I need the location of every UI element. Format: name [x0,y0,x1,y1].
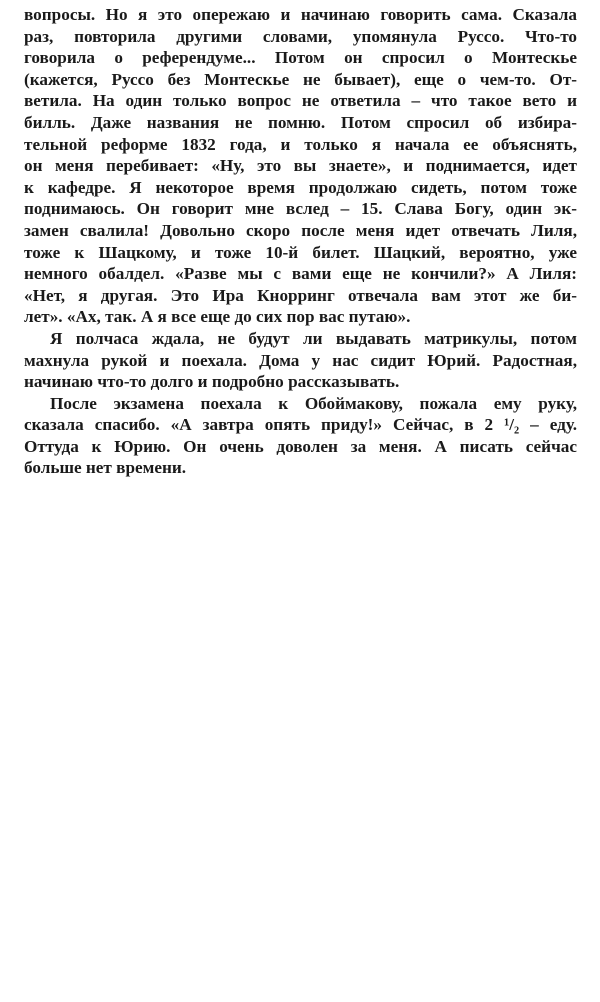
text-line: (кажется, Руссо без Монтескье не бывает), еще о чем-то. От- [24,69,577,89]
text-line: Я полчаса ждала, не будут ли выдавать матрикулы, потом [50,328,577,348]
document-page [24,4,577,479]
text-line: вопросы. Но я это опережаю и начинаю говорить сама. Сказала [24,5,577,24]
text-line: билль. Даже названия не помню. Потом спросил об избира- [24,112,577,132]
text-line: тоже к Шацкому, и тоже 10-й билет. Шацкий, вероятно, уже [24,242,577,262]
text-line: раз, повторила другими словами, упомянула Руссо. Что-то [24,26,577,46]
text-line: лет». «Ах, так. А я все еще до сих пор вас путаю». [24,307,411,327]
paragraph [24,328,577,393]
paragraph [24,393,577,479]
text-line: он меня перебивает: «Ну, это вы знаете», и поднимается, идет [24,156,577,176]
text-line: начинаю что-то долго и подробно рассказывать. [24,372,400,392]
text-line: к кафедре. Я некоторое время продолжаю сидеть, потом тоже [24,177,577,197]
text-line: сказала спасибо. «А завтра опять приду!» Сейчас, в 2 ¹/₂ – еду. [24,415,577,435]
paragraph [24,4,577,328]
text-line: ветила. На один только вопрос не ответила – что такое вето и [24,91,577,111]
text-line: больше нет времени. [24,458,187,478]
text-line: Оттуда к Юрию. Он очень доволен за меня. А писать сейчас [24,436,577,456]
text-line: «Нет, я другая. Это Ира Кнорринг отвечала вам этот же би- [24,285,577,305]
text-line: После экзамена поехала к Обоймакову, пожала ему руку, [50,393,577,413]
text-line: немного обалдел. «Разве мы с вами еще не кончили?» А Лиля: [24,264,577,284]
text-line: говорила о референдуме... Потом он спросил о Монтескье [24,48,577,68]
text-line: тельной реформе 1832 года, и только я начала ее объяснять, [24,134,577,154]
text-line: замен свалила! Довольно скоро после меня идет отвечать Лиля, [24,220,577,240]
text-line: поднимаюсь. Он говорит мне вслед – 15. Слава Богу, один эк- [24,199,577,219]
text-line: махнула рукой и поехала. Дома у нас сидит Юрий. Радостная, [24,350,577,370]
